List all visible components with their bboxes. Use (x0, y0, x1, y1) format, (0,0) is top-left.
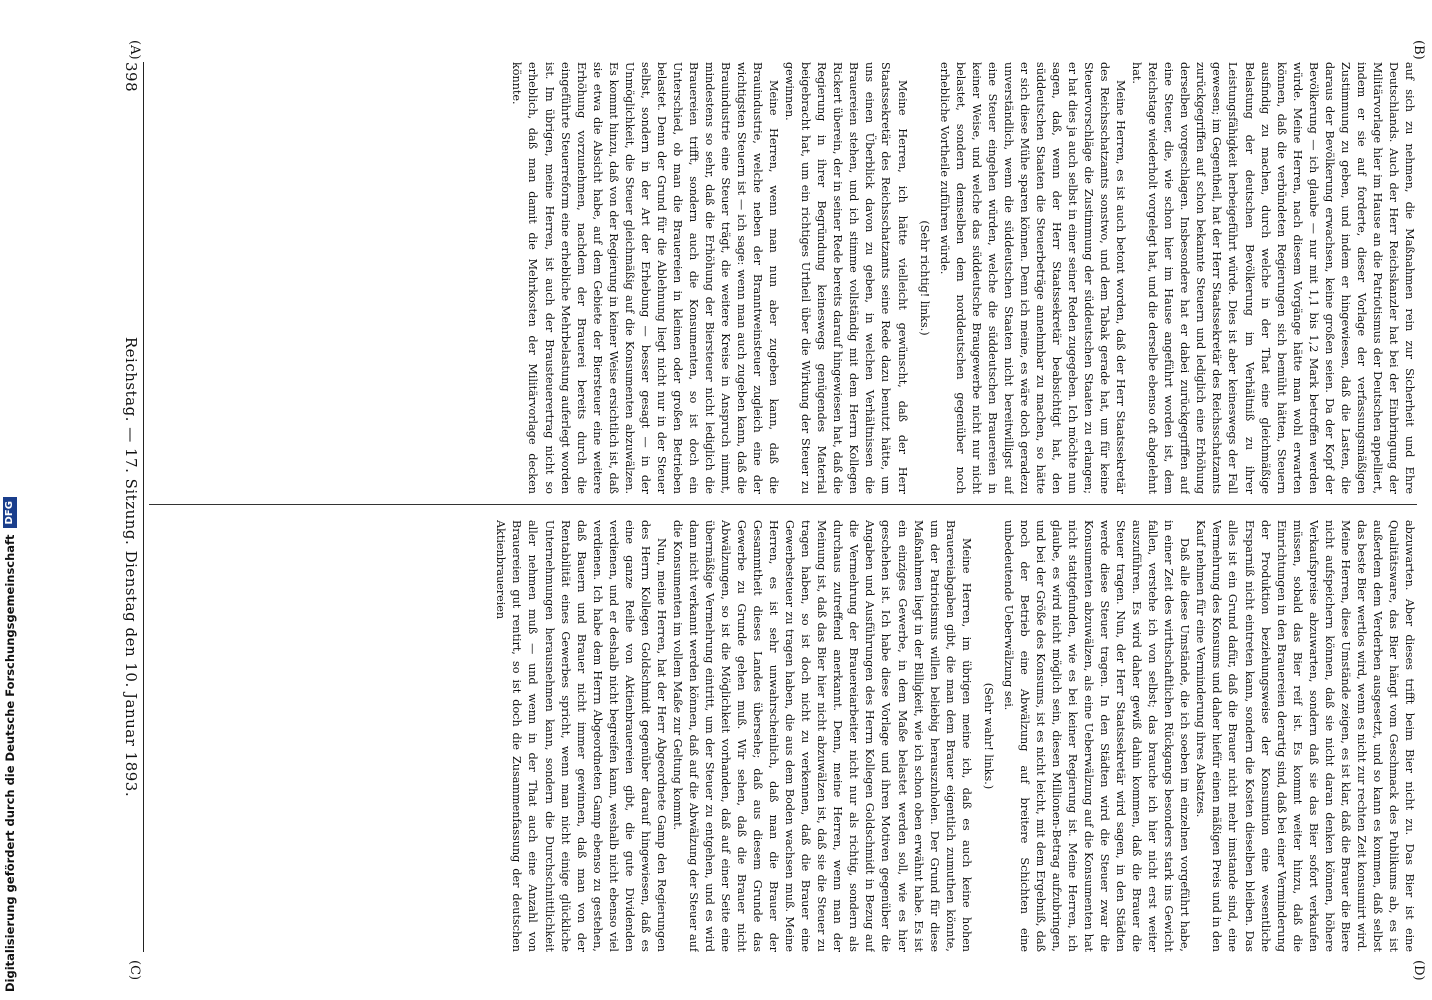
page-number: 398 (122, 62, 140, 93)
dfg-logo-icon: DFG (3, 497, 17, 528)
margin-letter-a: (A) (127, 40, 142, 60)
margin-letter-b: (B) (1411, 40, 1426, 60)
right-column (149, 520, 1417, 952)
paragraph: Daß alle diese Umstände, die ich soeben im einzelnen vorgeführt habe, in einer Zeit des wirthschaftlichen Rückgangs besonders stark ins Gewicht fallen, verstehe ich von selbst; das brauche ich hier nicht erst weiter auszuführen. Es wird daher gewiß dahin kommen, daß die Brauer die Steuer tragen. Nun, der Herr Staatssekretär wird sagen, in den Städten werde diese Steuer tragen. In den Städten wird die Steuer zwar die Konsumenten abzuwälzen, als eine Ueberwälzung auf die Konsumenten hat nicht stattgefunden, wie es bei keiner Regierung ist. Meine Herren, ich glaube, es wird nicht möglich sein, diesen Millionen-Betrag aufzubringen, und bei der Größe des Konsums, ist es nicht leicht, mit dem Ergebniß, daß noch der Betrieb eine Abwälzung auf breitere Schichten eine unbedeutende Ueberwälzung sei. (1001, 520, 1192, 952)
margin-letter-c: (C) (127, 960, 142, 981)
paragraph: auf sich zu nehmen, die Maßnahmen rein zur Sicherheit und Ehre Deutschlands. Auch der Herr Reichskanzler hat bei der Einbringung der Militärvorlage hier im Hause an die Patriotismus der Deutschen appelliert, indem er sie auf forderte, dieser Vorlage der verfassungsmäßigen Zustimmung zu geben, und indem er hingewiesen, daß die Lasten, die daraus der Bevölkerung erwachsen, keine großen seien. Da der Kopf der Bevölkerung — ich glaube — nur mit 1,1 bis 1,2 Mark betroffen werden würde. Meine Herren, nach diesem Vorgänge hätte man wohl erwarten können, daß die verbündeten Regierungen sich bemüht hätten, Steuern ausfindig zu machen, durch welche in der That eine gleichmäßige Belastung der deutschen Bevölkerung im Verhältniß zu ihrer Leistungsfähigkeit herbeigeführt würde. Dies ist aber keineswegs der Fall gewesen; im Gegentheil, hat der Herr Staatssekretär des Reichsschatzamts zurückgegriffen auf schon bekannte Steuern und lediglich eine Erhöhung derselben vorgeschlagen. Insbesondere hat er dabei zurückgegriffen auf eine Steuer, die, wie schon hier im Hause angeführt worden ist, dem Reichstage wiederholt vorgelegt hat, und die derselbe ebenso oft abgelehnt hat. (1130, 62, 1416, 494)
digitization-credit (0, 0, 18, 1000)
header-rule (143, 62, 144, 952)
credit-text: Digitalisierung gefördert durch die Deutsche Forschungsgemeinschaft (3, 534, 17, 992)
left-column (149, 62, 1417, 494)
paragraph: Meine Herren, ich hätte vielleicht gewünscht, daß der Herr Staatssekretär des Reichsschatzamts seine Rede dazu benutzt hätte, um uns einen Überblick davon zu geben, in welchen Verhältnissen die Brauereien stehen, und ich stimme vollständig mit dem Herrn Kollegen Rickert überein, der in seiner Rede bereits darauf hingewiesen hat, daß die Regierung in ihrer Begründung keineswegs genügendes Material beigebracht hat, um ein richtiges Urtheil über die Wirkung der Steuer zu gewinnen. (783, 62, 909, 494)
paragraph: Meine Herren, wenn man nun aber zugeben kann, daß die Brauindustrie, welche neben der Branntweinsteuer zugleich eine der wichtigsten Steuern ist — ich sage: wenn man auch zugeben kann, daß die Brauindustrie eine Steuer trägt, die weitere Kreise in Anspruch nimmt, mindestens so sehr, daß die Erhöhung der Biersteuer nicht lediglich die Brauereien trifft, sondern auch die Konsumenten, so ist doch ein Unterschied, ob man die Brauereien in kleinen oder großen Betrieben belastet. Denn der Grund für die Ablehnung liegt nicht nur in der Steuer selbst, sondern in der Art der Erhebung — besser gesagt — in der Unmöglichkeit, die Steuer gleichmäßig auf die Konsumenten abzuwälzen. Es kommt hinzu, daß von der Regierung in keiner Weise ersichtlich ist, daß sie etwa die Absicht habe, auf dem Gebiete der Biersteuer eine weitere Erhöhung vorzunehmen, nachdem der Brauerei bereits durch die eingeführte Steuerreform eine erhebliche Mehrbelastung auferlegt worden ist. Im übrigen, meine Herren, ist auch der Brausteuerertrag nicht so erheblich, daß man damit die Mehrkosten der Militärvorlage decken könnte. (510, 62, 781, 494)
remark: (Sehr richtig! links.) (917, 220, 931, 336)
margin-letter-d: (D) (1411, 960, 1426, 981)
paragraph: Meine Herren, es ist auch betont worden, daß der Herr Staatssekretär des Reichsschatzamts sonstwo, und dem Tabak gerade hat, um für keine Steuervorschläge die Zustimmung der süddeutschen Staaten zu erlangen; er hat dies ja auch selbst in einer seiner Reden zugegeben. Ich möchte nun sagen, daß, wenn der Herr Staatssekretär beabsichtigt hat, den süddeutschen Staaten die Steuerbeträge annehmbar zu machen, so hätte er sich diese Mühe sparen können. Denn ich meine, es wäre doch geradezu unverständlich, wenn die süddeutschen Staaten nicht bereitwilligst auf eine Steuer eingehen würden, welche die süddeutschen Brauereien in keiner Weise, und welche das süddeutsche Braugewerbe nicht nur nicht belastet, sondern demselben dem norddeutschen gegenüber noch erhebliche Vortheile zuführen würde. (937, 62, 1128, 494)
column-divider (149, 504, 1417, 505)
paragraph: Meine Herren, im übrigen meine ich, daß es auch keine hohen Brauereiabgaben gibt, die man dem Brauer eigentlich zumuthen könnte, um der Patriotismus willen beliebig herauszuholen. Der Grund für diese Maßnahmen liegt in der Billigkeit, wie ich schon oben erwähnt habe. Es ist ein einziges Gewerbe, in dem Maße belastet werden soll, wie es hier geschehen ist. Ich habe diese Vorlage und ihren Motiven gegenüber die Angaben und Ausführungen des Herrn Kollegen Goldschmidt in Bezug auf die Vermehrung der Brauereiarbeiter nicht nur als richtig, sondern als durchaus zutreffend anerkannt. Denn, meine Herren, wenn man der Meinung ist, daß das Bier hier nicht abzuwälzen ist, daß sie die Steuer zu tragen haben, so ist doch nicht zu verkennen, daß die Brauer eine Gewerbesteuer zu tragen haben, die aus dem Boden wachsen muß. Meine Herren, es ist sehr unwahrscheinlich, daß man die Brauer der Gesammtheit dieses Landes übersehe; daß aus diesem Grunde das Gewerbe zu Grunde gehen muß. Wir sehen, daß die Brauer nicht Abwälzungen, so ist die Möglichkeit vorhanden, daß auf einer Seite eine übermäßige Vermehrung eintritt, um der Steuer zu entgehen, und es wird dann nicht verkannt werden können, daß auf die Abwälzung der Steuer auf die Konsumenten im vollem Maße zur Geltung kommt. (670, 520, 973, 952)
page-header (116, 62, 140, 952)
remark: (Sehr wahr! links.) (981, 682, 995, 790)
paragraph: abzuwarten. Aber dieses trifft beim Bier nicht zu. Das Bier ist eine Qualitätsware, das Bier hängt vom Geschmack des Publikums ab, es ist außerdem dem Verderben ausgesetzt, und so kann es kommen, daß selbst das beste Bier wertlos wird, wenn es nicht zur rechten Zeit konsumirt wird. Meine Herren, diese Umstände zeigen, es ist klar, daß die Brauer die Biere nicht aufspeichern können, daß sie nicht daran denken können, höhere Verkaufspreise abzuwarten, sondern daß sie das Bier sofort verkaufen müssen, sobald das Bier reif ist. Es kommt weiter hinzu, daß die Einrichtungen in den Brauereien derartig sind, daß bei einer Verminderung der Produktion beziehungsweise der Konsumtion eine wesentliche Ersparniß nicht eintreten kann, sondern die Kosten dieselben bleiben. Das alles ist ein Grund dafür, daß die Brauer nicht mehr imstande sind, eine Vermehrung des Konsums und daher hiefür einen mäßigen Preis und in den Kauf nehmen für eine Verminderung ihres Absatzes. (1194, 520, 1416, 952)
page-title: Reichstag. — 17. Sitzung. Dienstag den 10. Januar 1893. (122, 336, 140, 798)
paragraph: Nun, meine Herren, hat der Herr Abgeordnete Gamp den Regierungen des Herrn Kollegen Goldschmidt gegenüber darauf hingewiesen, daß es eine ganze Reihe von Aktienbrauereien gibt, die gute Dividenden verdienen, und er deshalb nicht begreifen kann, weshalb nicht ebenso viel verdienen. Ich habe dem Herrn Abgeordneten Gamp ebenso zu gestehen, daß Bauern und Brauer nicht immer gewinnen, daß man von der Rentabilität eines Gewerbes spricht, wenn man nicht einige glückliche Unternehmungen herausnehmen kann, sondern die Durchschnittlichkeit aller nehmen muß — und wenn in der That auch eine Anzahl von Brauereien gut rentirt, so ist doch die Zusammenfassung der deutschen Aktienbrauereien (494, 520, 668, 952)
credit-text-wrapper (3, 497, 17, 992)
